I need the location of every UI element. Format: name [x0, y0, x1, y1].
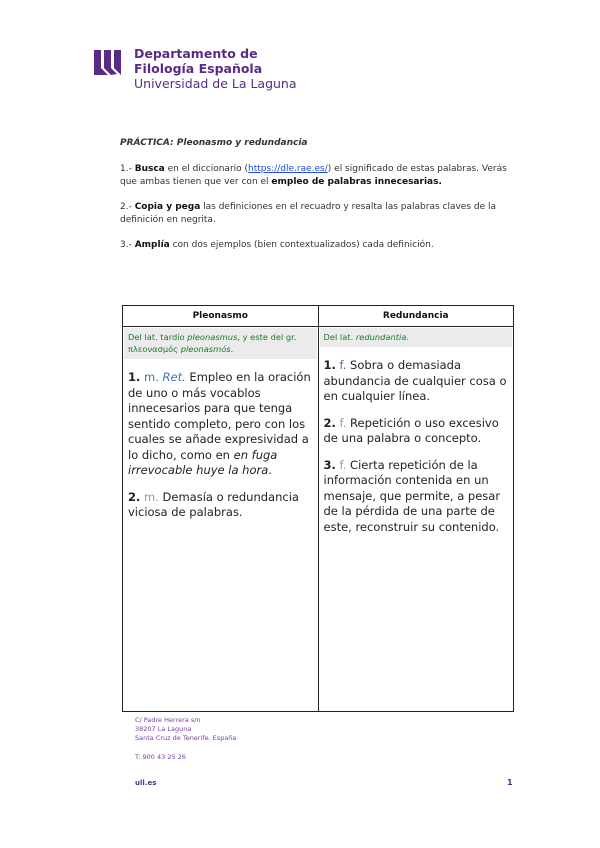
definition-pleonasmo-1: [123, 370, 318, 479]
instruction-2-text: las definiciones en el recuadro y resalta las palabras claves de la definición en negrita.: [120, 201, 497, 225]
instruction-1-prefix: 1.-: [120, 163, 135, 174]
etym-text: .: [406, 332, 410, 342]
definition-redundancia-2: [319, 416, 514, 447]
instruction-3: [120, 239, 520, 253]
department-name-line2: Filología Española: [134, 61, 263, 76]
definition-number: 2.: [323, 415, 336, 430]
footer-website: ull.es: [135, 779, 157, 787]
instruction-3-verb: Amplía: [134, 239, 170, 250]
definition-text: Repetición o uso excesivo de una palabra o concepto.: [323, 415, 499, 445]
department-logo: [92, 46, 302, 98]
definition-redundancia-1: [319, 358, 514, 405]
definition-redundancia-3: [319, 458, 514, 536]
definition-text: Demasía o redundancia viciosa de palabras.: [128, 489, 299, 519]
grammar-abbr: f.: [339, 358, 347, 372]
etym-text: Del lat.: [323, 332, 356, 342]
department-name-line1: Departamento de: [134, 46, 258, 61]
instruction-2-prefix: 2.-: [120, 201, 135, 212]
page-number: 1: [507, 778, 513, 787]
cell-pleonasmo: [123, 327, 319, 712]
instruction-3-prefix: 3.-: [120, 239, 135, 250]
dle-link[interactable]: https://dle.rae.es/: [248, 163, 328, 174]
instruction-3-text: con dos ejemplos (bien contextualizados) cada definición.: [169, 239, 434, 250]
instruction-2: [120, 201, 520, 228]
instructions: [120, 137, 520, 263]
definition-pleonasmo-2: [123, 490, 318, 521]
etymology-redundancia: [320, 328, 513, 347]
definition-text: .: [268, 463, 272, 477]
phone-number: T: 900 43 25 26: [135, 752, 186, 761]
university-name: Universidad de La Laguna: [134, 76, 297, 91]
definition-number: 3.: [323, 457, 336, 472]
domain-abbr: Ret.: [162, 370, 186, 384]
grammar-abbr: f.: [339, 415, 347, 430]
definitions-table: [122, 305, 514, 712]
etym-text: , y este del gr. πλεονασμός: [128, 332, 297, 354]
etym-text: .: [230, 344, 234, 354]
instruction-2-verb: Copia y pega: [134, 201, 201, 212]
definition-text: Cierta repetición de la información contenida en un mensaje, que permite, a pesar de la pérdida de una parte de este, reconstruir su contenido.: [323, 457, 501, 534]
etym-text: Del lat. tardío: [128, 332, 188, 342]
table-header-row: [123, 306, 514, 327]
etymology-pleonasmo: [124, 328, 317, 359]
address-line: Santa Cruz de Tenerife. España: [135, 734, 237, 743]
instruction-1-keyword: empleo de palabras innecesarias.: [271, 177, 442, 187]
address-line: 38207 La Laguna: [135, 725, 192, 734]
definition-number: 1.: [323, 358, 336, 372]
instruction-1-text-2: ) el significado de estas palabras. Verás que ambas tienen que ver con el: [120, 163, 507, 187]
footer-address: [135, 716, 236, 762]
col-header-pleonasmo: Pleonasmo: [123, 306, 319, 327]
etym-word: pleonasmus: [187, 332, 238, 342]
definition-example: en fuga irrevocable huye la hora: [128, 447, 278, 477]
etym-word: redundantia: [355, 332, 407, 342]
cell-redundancia: [318, 327, 514, 712]
address-line: C/ Padre Herrera s/n: [135, 716, 201, 724]
table-row: [123, 327, 514, 712]
etym-word: pleonasmós: [180, 344, 231, 354]
definition-text: Empleo en la oración de uno o más vocablos innecesarios para que tenga sentido completo, pero con los cuales se añade expresividad a lo dicho, como en: [128, 370, 311, 462]
grammar-abbr: m.: [144, 370, 159, 384]
instruction-1-verb: Busca: [134, 163, 165, 174]
definition-text: Sobra o demasiada abundancia de cualquier cosa o en cualquier línea.: [323, 358, 507, 403]
grammar-abbr: m.: [144, 489, 159, 504]
definition-number: 2.: [128, 489, 141, 504]
instruction-1-text: en el diccionario (: [164, 163, 249, 174]
grammar-abbr: f.: [339, 457, 347, 472]
instruction-1: [120, 163, 520, 190]
definition-number: 1.: [128, 370, 141, 384]
col-header-redundancia: Redundancia: [318, 306, 514, 327]
ull-logo-icon: [92, 48, 126, 78]
page-title: PRÁCTICA: Pleonasmo y redundancia: [120, 138, 308, 148]
